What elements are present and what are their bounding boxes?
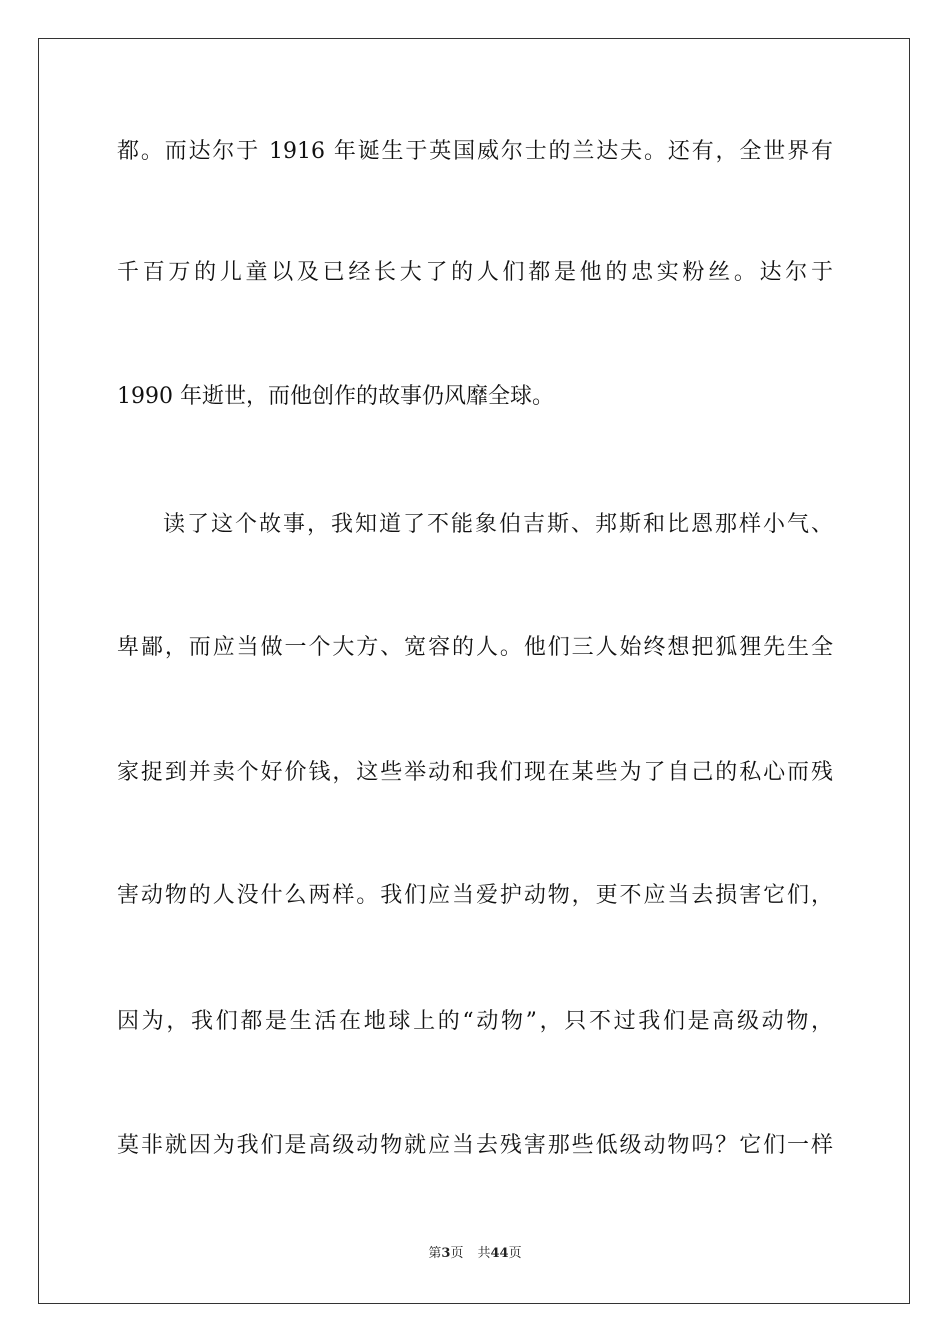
body-text-line-8: 因为，我们都是生活在地球上的“动物”，只不过我们是高级动物， [117, 1009, 833, 1034]
body-text-line-7: 害动物的人没什么两样。我们应当爱护动物，更不应当去损害它们， [117, 883, 833, 908]
page-footer [0, 1245, 950, 1263]
total-prefix: 共 [477, 1246, 491, 1261]
paragraph-start-line: 读了这个故事，我知道了不能象伯吉斯、邦斯和比恩那样小气、 [163, 512, 833, 537]
body-text-line-2: 千百万的儿童以及已经长大了的人们都是他的忠实粉丝。达尔于 [117, 260, 833, 285]
page-number: 3 [441, 1246, 451, 1261]
page-border [38, 38, 910, 1304]
total-suffix: 页 [508, 1246, 522, 1261]
body-text-line-6: 家捉到并卖个好价钱，这些举动和我们现在某些为了自己的私心而残 [117, 760, 833, 785]
page-prefix: 第 [428, 1246, 442, 1261]
body-text-line-3: 1990 年逝世，而他创作的故事仍风靡全球。 [117, 384, 554, 409]
page-suffix: 页 [450, 1246, 464, 1261]
body-text-line-5: 卑鄙，而应当做一个大方、宽容的人。他们三人始终想把狐狸先生全 [117, 635, 833, 660]
body-text-line-1: 都。而达尔于 1916 年诞生于英国威尔士的兰达夫。还有，全世界有 [117, 139, 833, 164]
total-pages: 44 [490, 1246, 509, 1261]
body-text-line-9: 莫非就因为我们是高级动物就应当去残害那些低级动物吗？它们一样 [117, 1133, 833, 1158]
